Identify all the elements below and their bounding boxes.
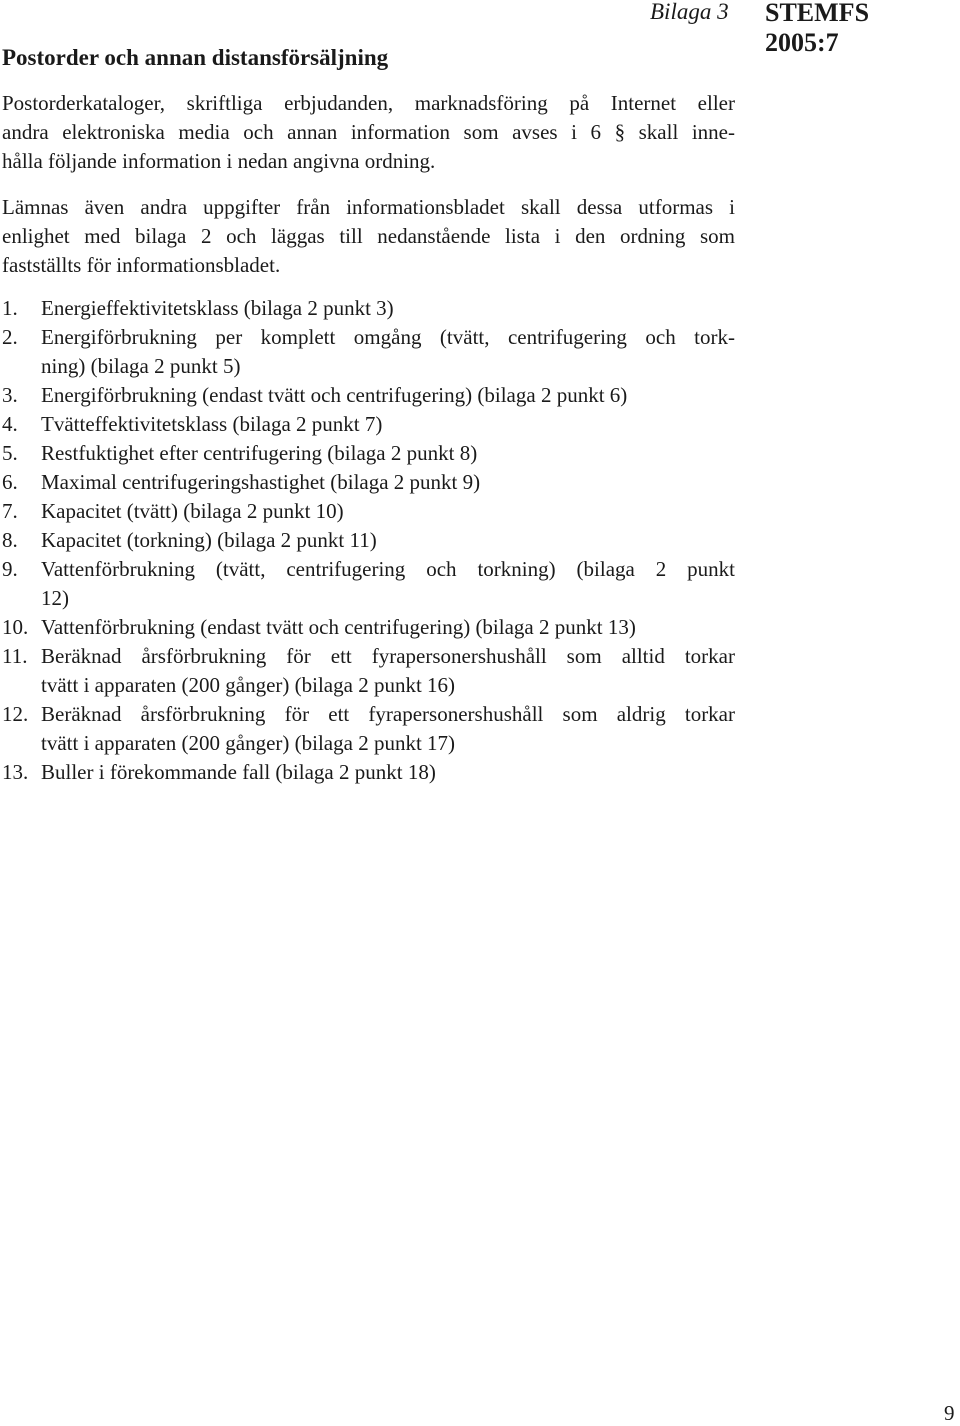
list-item: [2, 758, 735, 787]
list-item-number: 12.: [2, 702, 29, 726]
document-code-line1: STEMFS: [765, 0, 870, 27]
list-item-text: [41, 323, 735, 381]
list-item-text: [41, 381, 735, 410]
list-item: [2, 410, 735, 439]
list-item: [2, 439, 735, 468]
list-item-text: [41, 410, 735, 439]
list-item-line: Kapacitet (torkning) (bilaga 2 punkt 11): [41, 528, 377, 552]
paragraph-line: fastställts för informationsbladet.: [2, 253, 281, 277]
list-item-line: Energiförbrukning per komplett omgång (tvätt, centrifugering och tork-: [41, 325, 735, 349]
list-item: [2, 700, 735, 758]
paragraph-line: Lämnas även andra uppgifter från informationsbladet skall dessa utformas i: [2, 195, 735, 219]
list-item: [2, 555, 735, 613]
list-item: [2, 381, 735, 410]
list-item-line: Buller i förekommande fall (bilaga 2 punkt 18): [41, 760, 436, 784]
list-item-text: [41, 758, 735, 787]
additional-info-paragraph: [2, 193, 735, 280]
list-item: [2, 497, 735, 526]
list-item-number: 5.: [2, 441, 18, 465]
document-code: [765, 0, 869, 58]
list-item-text: [41, 526, 735, 555]
list-item-line: Beräknad årsförbrukning för ett fyrapersonershushåll som alltid torkar: [41, 644, 735, 668]
list-item-number: 6.: [2, 470, 18, 494]
list-item-line: Kapacitet (tvätt) (bilaga 2 punkt 10): [41, 499, 344, 523]
appendix-label: Bilaga 3: [650, 0, 729, 24]
page-number: 9: [944, 1401, 955, 1425]
list-item-text: [41, 613, 735, 642]
list-item-number: 7.: [2, 499, 18, 523]
list-item: [2, 323, 735, 381]
list-item: [2, 526, 735, 555]
list-item-number: 3.: [2, 383, 18, 407]
list-item-number: 1.: [2, 296, 18, 320]
list-item-line: Maximal centrifugeringshastighet (bilaga 2 punkt 9): [41, 470, 481, 494]
paragraph-line: Postorderkataloger, skriftliga erbjudanden, marknadsföring på Internet eller: [2, 91, 735, 115]
list-item-text: [41, 497, 735, 526]
intro-paragraph: [2, 89, 735, 176]
paragraph-line: enlighet med bilaga 2 och läggas till nedanstående lista i den ordning som: [2, 224, 735, 248]
information-list: [2, 294, 735, 787]
list-item-line: Beräknad årsförbrukning för ett fyrapersonershushåll som aldrig torkar: [41, 702, 735, 726]
list-item-line: Vattenförbrukning (tvätt, centrifugering och torkning) (bilaga 2 punkt: [41, 557, 735, 581]
list-item-text: [41, 294, 735, 323]
list-item-number: 2.: [2, 325, 18, 349]
list-item-number: 8.: [2, 528, 18, 552]
list-item-text: [41, 468, 735, 497]
list-item-text: [41, 555, 735, 613]
list-item: [2, 294, 735, 323]
list-item-line: Energieffektivitetsklass (bilaga 2 punkt 3): [41, 296, 394, 320]
list-item-number: 10.: [2, 615, 29, 639]
list-item-line: Tvätteffektivitetsklass (bilaga 2 punkt 7): [41, 412, 383, 436]
document-code-line2: 2005:7: [765, 28, 839, 57]
list-item: [2, 642, 735, 700]
list-item: [2, 613, 735, 642]
list-item-text: [41, 642, 735, 700]
list-item-text: [41, 439, 735, 468]
paragraph-line: andra elektroniska media och annan information som avses i 6 § skall inne-: [2, 120, 735, 144]
list-item-line: Vattenförbrukning (endast tvätt och centrifugering) (bilaga 2 punkt 13): [41, 615, 636, 639]
list-item-line: 12): [41, 586, 69, 610]
list-item-number: 4.: [2, 412, 18, 436]
paragraph-line: hålla följande information i nedan angivna ordning.: [2, 149, 436, 173]
list-item: [2, 468, 735, 497]
list-item-line: Energiförbrukning (endast tvätt och centrifugering) (bilaga 2 punkt 6): [41, 383, 628, 407]
list-item-number: 11.: [2, 644, 28, 668]
section-heading: Postorder och annan distansförsäljning: [2, 45, 389, 70]
list-item-number: 13.: [2, 760, 29, 784]
list-item-line: Restfuktighet efter centrifugering (bilaga 2 punkt 8): [41, 441, 478, 465]
list-item-line: tvätt i apparaten (200 gånger) (bilaga 2 punkt 16): [41, 673, 456, 697]
list-item-text: [41, 700, 735, 758]
list-item-line: tvätt i apparaten (200 gånger) (bilaga 2 punkt 17): [41, 731, 456, 755]
list-item-line: ning) (bilaga 2 punkt 5): [41, 354, 241, 378]
list-item-number: 9.: [2, 557, 18, 581]
